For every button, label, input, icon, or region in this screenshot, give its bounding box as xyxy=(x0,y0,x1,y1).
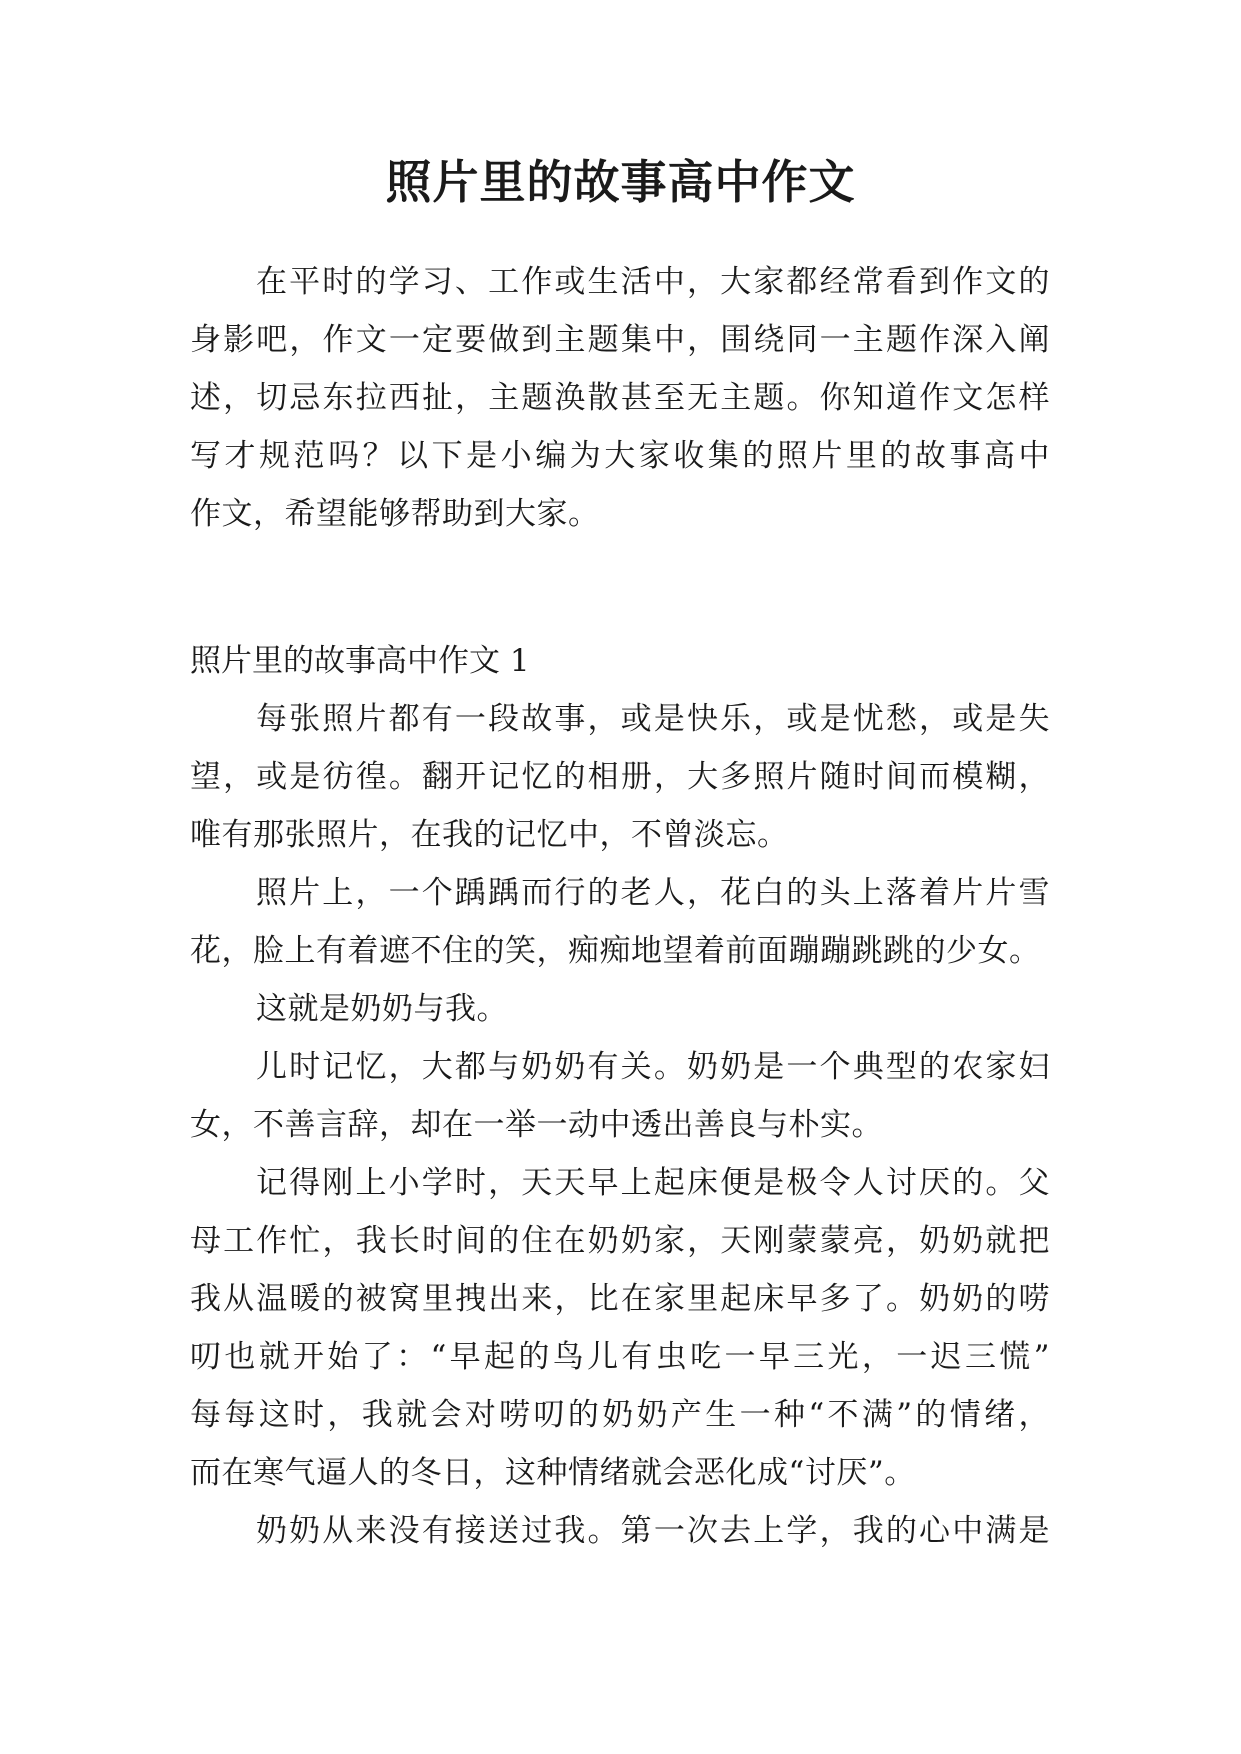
document-title: 照片里的故事高中作文 xyxy=(385,155,856,209)
paragraph-line: 望，或是彷徨。翻开记忆的相册，大多照片随时间而模糊， xyxy=(190,759,1050,795)
paragraph-line: 照片上，一个踽踽而行的老人，花白的头上落着片片雪 xyxy=(256,875,1050,911)
intro-line-5: 作文，希望能够帮助到大家。 xyxy=(190,496,600,532)
intro-line-2: 身影吧，作文一定要做到主题集中，围绕同一主题作深入阐 xyxy=(190,322,1050,358)
paragraph-line: 我从温暖的被窝里拽出来，比在家里起床早多了。奶奶的唠 xyxy=(190,1281,1050,1317)
paragraph-line: 而在寒气逼人的冬日，这种情绪就会恶化成“讨厌”。 xyxy=(190,1455,916,1491)
paragraph-line: 唯有那张照片，在我的记忆中，不曾淡忘。 xyxy=(190,817,789,853)
section-heading: 照片里的故事高中作文 1 xyxy=(190,643,530,679)
paragraph-line: 每张照片都有一段故事，或是快乐，或是忧愁，或是失 xyxy=(256,701,1050,737)
intro-line-3: 述，切忌东拉西扯，主题涣散甚至无主题。你知道作文怎样 xyxy=(190,380,1050,416)
paragraph-line: 这就是奶奶与我。 xyxy=(256,991,508,1027)
paragraph-line: 记得刚上小学时，天天早上起床便是极令人讨厌的。父 xyxy=(256,1165,1050,1201)
paragraph-line: 女，不善言辞，却在一举一动中透出善良与朴实。 xyxy=(190,1107,883,1143)
paragraph-line: 叨也就开始了：“早起的鸟儿有虫吃一早三光，一迟三慌” xyxy=(190,1339,1050,1375)
paragraph-line: 儿时记忆，大都与奶奶有关。奶奶是一个典型的农家妇 xyxy=(256,1049,1050,1085)
intro-line-1: 在平时的学习、工作或生活中，大家都经常看到作文的 xyxy=(256,264,1050,300)
paragraph-line: 花，脸上有着遮不住的笑，痴痴地望着前面蹦蹦跳跳的少女。 xyxy=(190,933,1041,969)
intro-line-4: 写才规范吗？以下是小编为大家收集的照片里的故事高中 xyxy=(190,438,1050,474)
paragraph-line: 母工作忙，我长时间的住在奶奶家，天刚蒙蒙亮，奶奶就把 xyxy=(190,1223,1050,1259)
paragraph-line: 奶奶从来没有接送过我。第一次去上学，我的心中满是 xyxy=(256,1513,1050,1549)
paragraph-line: 每每这时，我就会对唠叨的奶奶产生一种“不满”的情绪， xyxy=(190,1397,1050,1433)
